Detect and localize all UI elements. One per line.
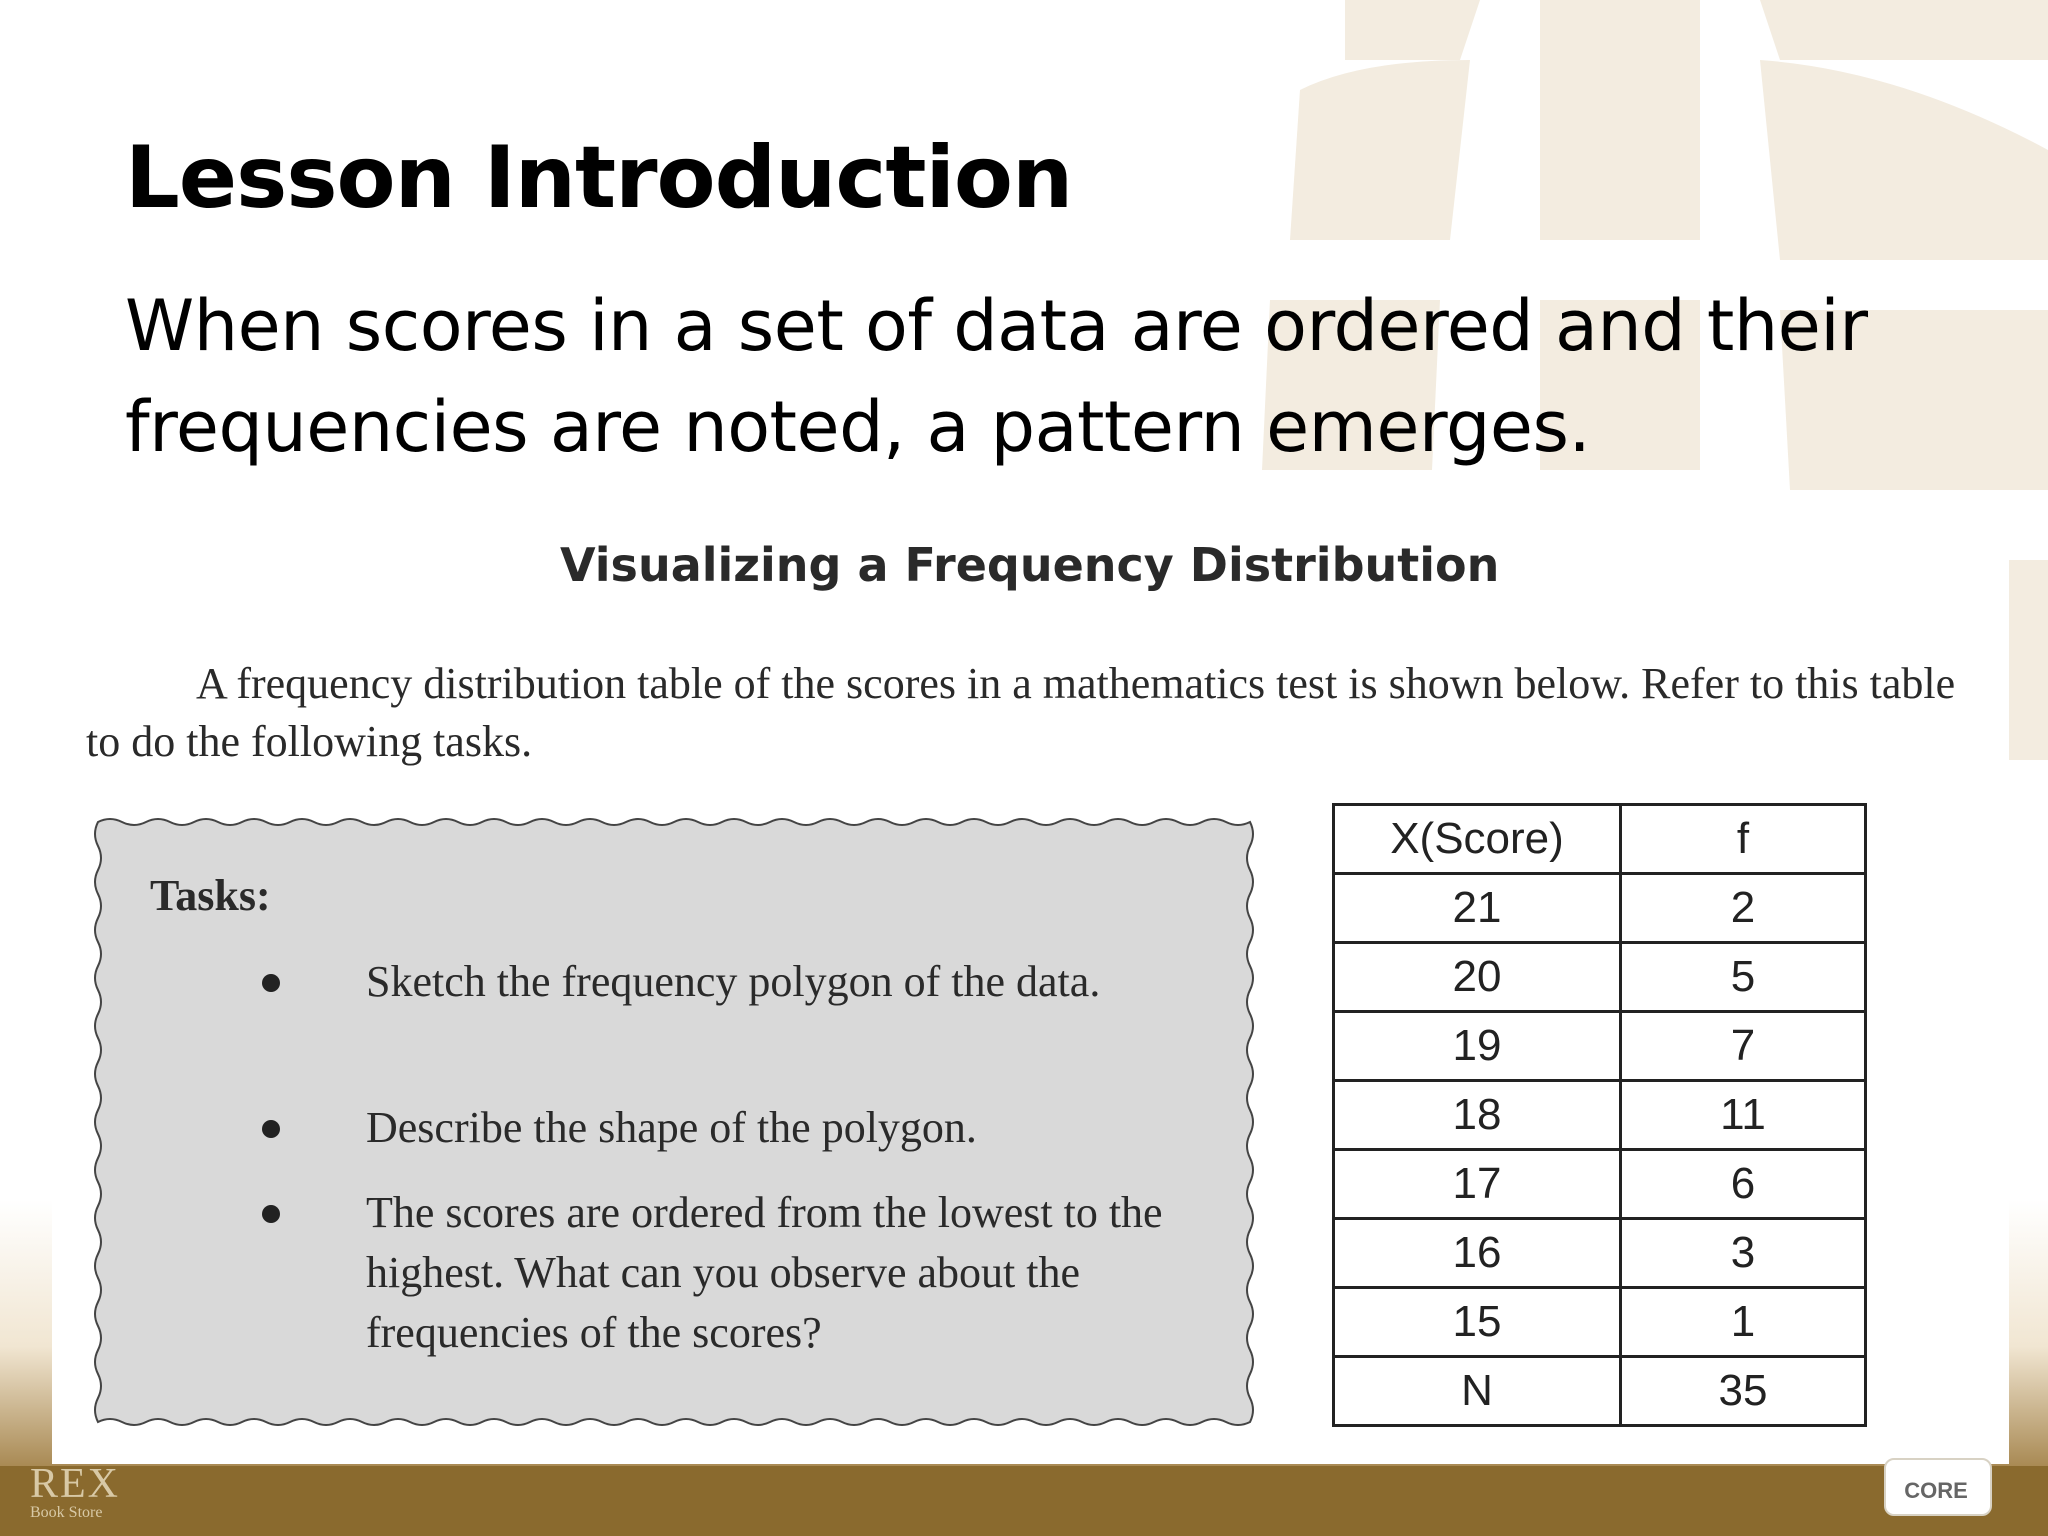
table-row (1334, 1012, 1866, 1081)
bullet-icon (262, 1205, 280, 1223)
core-badge-label: CORE (1904, 1478, 1968, 1503)
total-value-cell: 35 (1621, 1357, 1866, 1426)
table-row (1334, 1150, 1866, 1219)
score-cell: 16 (1334, 1219, 1621, 1288)
score-cell: 17 (1334, 1150, 1621, 1219)
total-label-cell: N (1334, 1357, 1621, 1426)
task-item-2: Describe the shape of the polygon. (366, 1103, 977, 1152)
bullet-icon (262, 1120, 280, 1138)
publisher-logo-subtitle: Book Store (30, 1504, 103, 1521)
intro-paragraph: A frequency distribution table of the scores in a mathematics test is shown below. Refer to this table to do the following tasks. (86, 659, 1956, 766)
footer-band (0, 1466, 2048, 1536)
score-cell: 19 (1334, 1012, 1621, 1081)
table-row (1334, 1219, 1866, 1288)
table-row (1334, 943, 1866, 1012)
frequency-cell: 5 (1621, 943, 1866, 1012)
score-cell: 18 (1334, 1081, 1621, 1150)
table-row (1334, 1288, 1866, 1357)
frequency-table (1332, 803, 1867, 1427)
column-header-score: X(Score) (1334, 805, 1621, 874)
table-total-row (1334, 1357, 1866, 1426)
table-row (1334, 1081, 1866, 1150)
task-item-3: The scores are ordered from the lowest to the highest. What can you observe about the frequencies of the scores? (366, 1188, 1163, 1357)
publisher-logo: REX (30, 1461, 120, 1507)
frequency-cell: 1 (1621, 1288, 1866, 1357)
task-item-1: Sketch the frequency polygon of the data. (366, 957, 1101, 1006)
frequency-cell: 6 (1621, 1150, 1866, 1219)
slide-title: Lesson Introduction (125, 128, 1073, 228)
score-cell: 15 (1334, 1288, 1621, 1357)
section-heading: Visualizing a Frequency Distribution (560, 538, 1500, 592)
frequency-cell: 7 (1621, 1012, 1866, 1081)
table-header-row (1334, 805, 1866, 874)
score-cell: 20 (1334, 943, 1621, 1012)
frequency-cell: 2 (1621, 874, 1866, 943)
slide-body-text: When scores in a set of data are ordered and their frequencies are noted, a pattern emerges. (125, 285, 1868, 468)
bullet-icon (262, 974, 280, 992)
frequency-cell: 11 (1621, 1081, 1866, 1150)
score-cell: 21 (1334, 874, 1621, 943)
tasks-label: Tasks: (150, 871, 271, 920)
frequency-cell: 3 (1621, 1219, 1866, 1288)
table-row (1334, 874, 1866, 943)
column-header-frequency: f (1621, 805, 1866, 874)
